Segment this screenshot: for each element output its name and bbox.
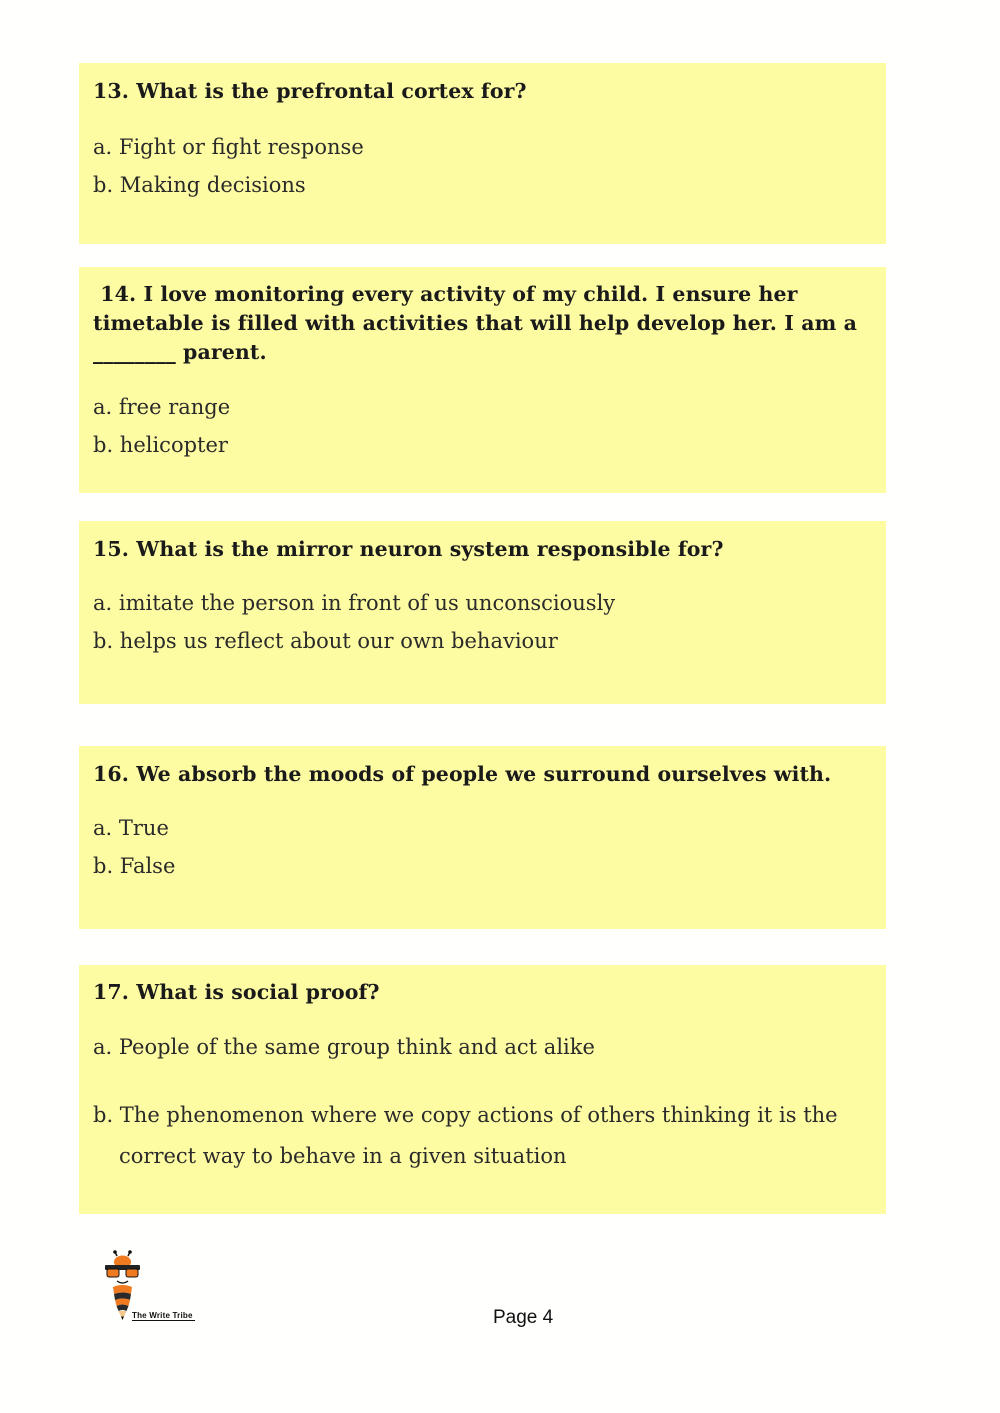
question-13-option-b[interactable]: b. Making decisions	[93, 173, 306, 197]
question-14-line-3: ________ parent.	[93, 340, 267, 364]
question-17-text: 17. What is social proof?	[93, 980, 380, 1004]
question-16-option-a[interactable]: a. True	[93, 816, 169, 840]
question-13-option-a[interactable]: a. Fight or fight response	[93, 135, 364, 159]
question-13-text: 13. What is the prefrontal cortex for?	[93, 79, 527, 103]
question-16-text: 16. We absorb the moods of people we surround ourselves with.	[93, 762, 832, 786]
question-17-option-a[interactable]: a. People of the same group think and act alike	[93, 1035, 595, 1059]
question-15-option-b[interactable]: b. helps us reflect about our own behaviour	[93, 629, 558, 653]
question-14-line-2: timetable is filled with activities that will help develop her. I am a	[93, 311, 857, 335]
logo-text: The Write Tribe	[132, 1311, 193, 1320]
question-15-option-a[interactable]: a. imitate the person in front of us unconsciously	[93, 591, 616, 615]
question-card-16	[79, 746, 886, 929]
question-card-15	[79, 521, 886, 704]
question-14-text	[93, 280, 872, 367]
page-number: Page 4	[493, 1307, 554, 1328]
question-card-14	[79, 267, 886, 493]
question-16-option-b[interactable]: b. False	[93, 854, 176, 878]
question-14-option-a[interactable]: a. free range	[93, 395, 231, 419]
question-14-line-1: 14. I love monitoring every activity of my child. I ensure her	[93, 282, 798, 306]
question-14-option-b[interactable]: b. helicopter	[93, 433, 228, 457]
question-card-17	[79, 965, 886, 1214]
question-card-13	[79, 63, 886, 244]
question-15-text: 15. What is the mirror neuron system responsible for?	[93, 537, 724, 561]
question-17-option-b[interactable]: b. The phenomenon where we copy actions of others thinking it is the correct way to behave in a given situation	[93, 1103, 838, 1168]
